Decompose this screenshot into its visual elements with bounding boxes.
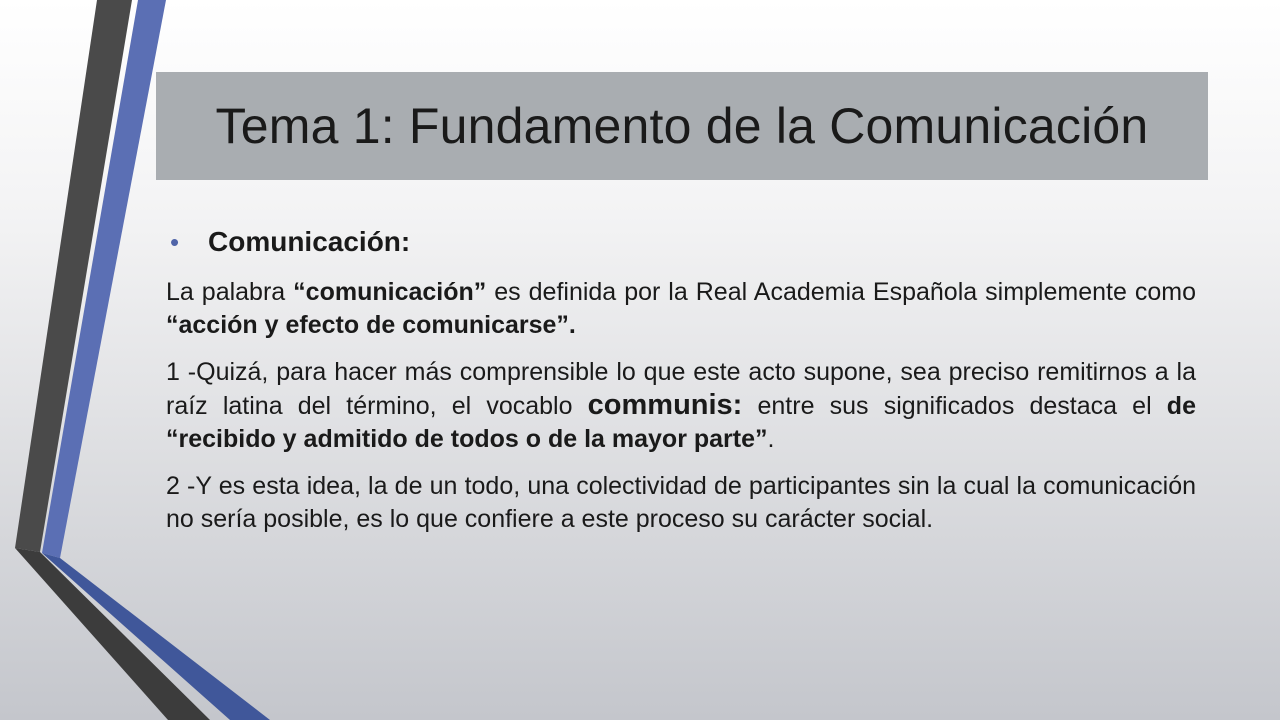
para1-term: “comunicación” <box>293 278 487 306</box>
dark-stripe-lower <box>15 548 210 720</box>
para2-text-c: entre sus significados destaca el <box>742 392 1167 420</box>
slide-content <box>166 226 1196 550</box>
bullet-icon: • <box>170 227 180 257</box>
para2-text-a: 1 -Quizá, para hacer más comprensible lo que este acto supone, sea preciso remitirnos a la raíz latina del término, el vocablo <box>166 358 1196 420</box>
para3-text: 2 -Y es esta idea, la de un todo, una colectividad de participantes sin la cual la comunicación no sería posible, es lo que confiere a este proceso su carácter social. <box>166 472 1196 533</box>
paragraph-definition <box>166 276 1196 342</box>
para1-text-c: es definida por la Real Academia Española simplemente como <box>486 278 1196 306</box>
para2-meaning: de “recibido y admitido de todos o de la mayor parte” <box>166 392 1196 453</box>
title-band <box>156 72 1208 180</box>
slide-title: Tema 1: Fundamento de la Comunicación <box>215 98 1149 154</box>
paragraph-social <box>166 470 1196 536</box>
para1-definition: “acción y efecto de comunicarse”. <box>166 311 576 339</box>
para2-text-e: . <box>767 425 775 453</box>
paragraph-etymology <box>166 356 1196 456</box>
bullet-label: Comunicación: <box>208 226 411 257</box>
para2-latin-term: communis: <box>587 389 743 421</box>
bullet-heading <box>166 226 1196 258</box>
para1-text-a: La palabra <box>166 278 294 306</box>
